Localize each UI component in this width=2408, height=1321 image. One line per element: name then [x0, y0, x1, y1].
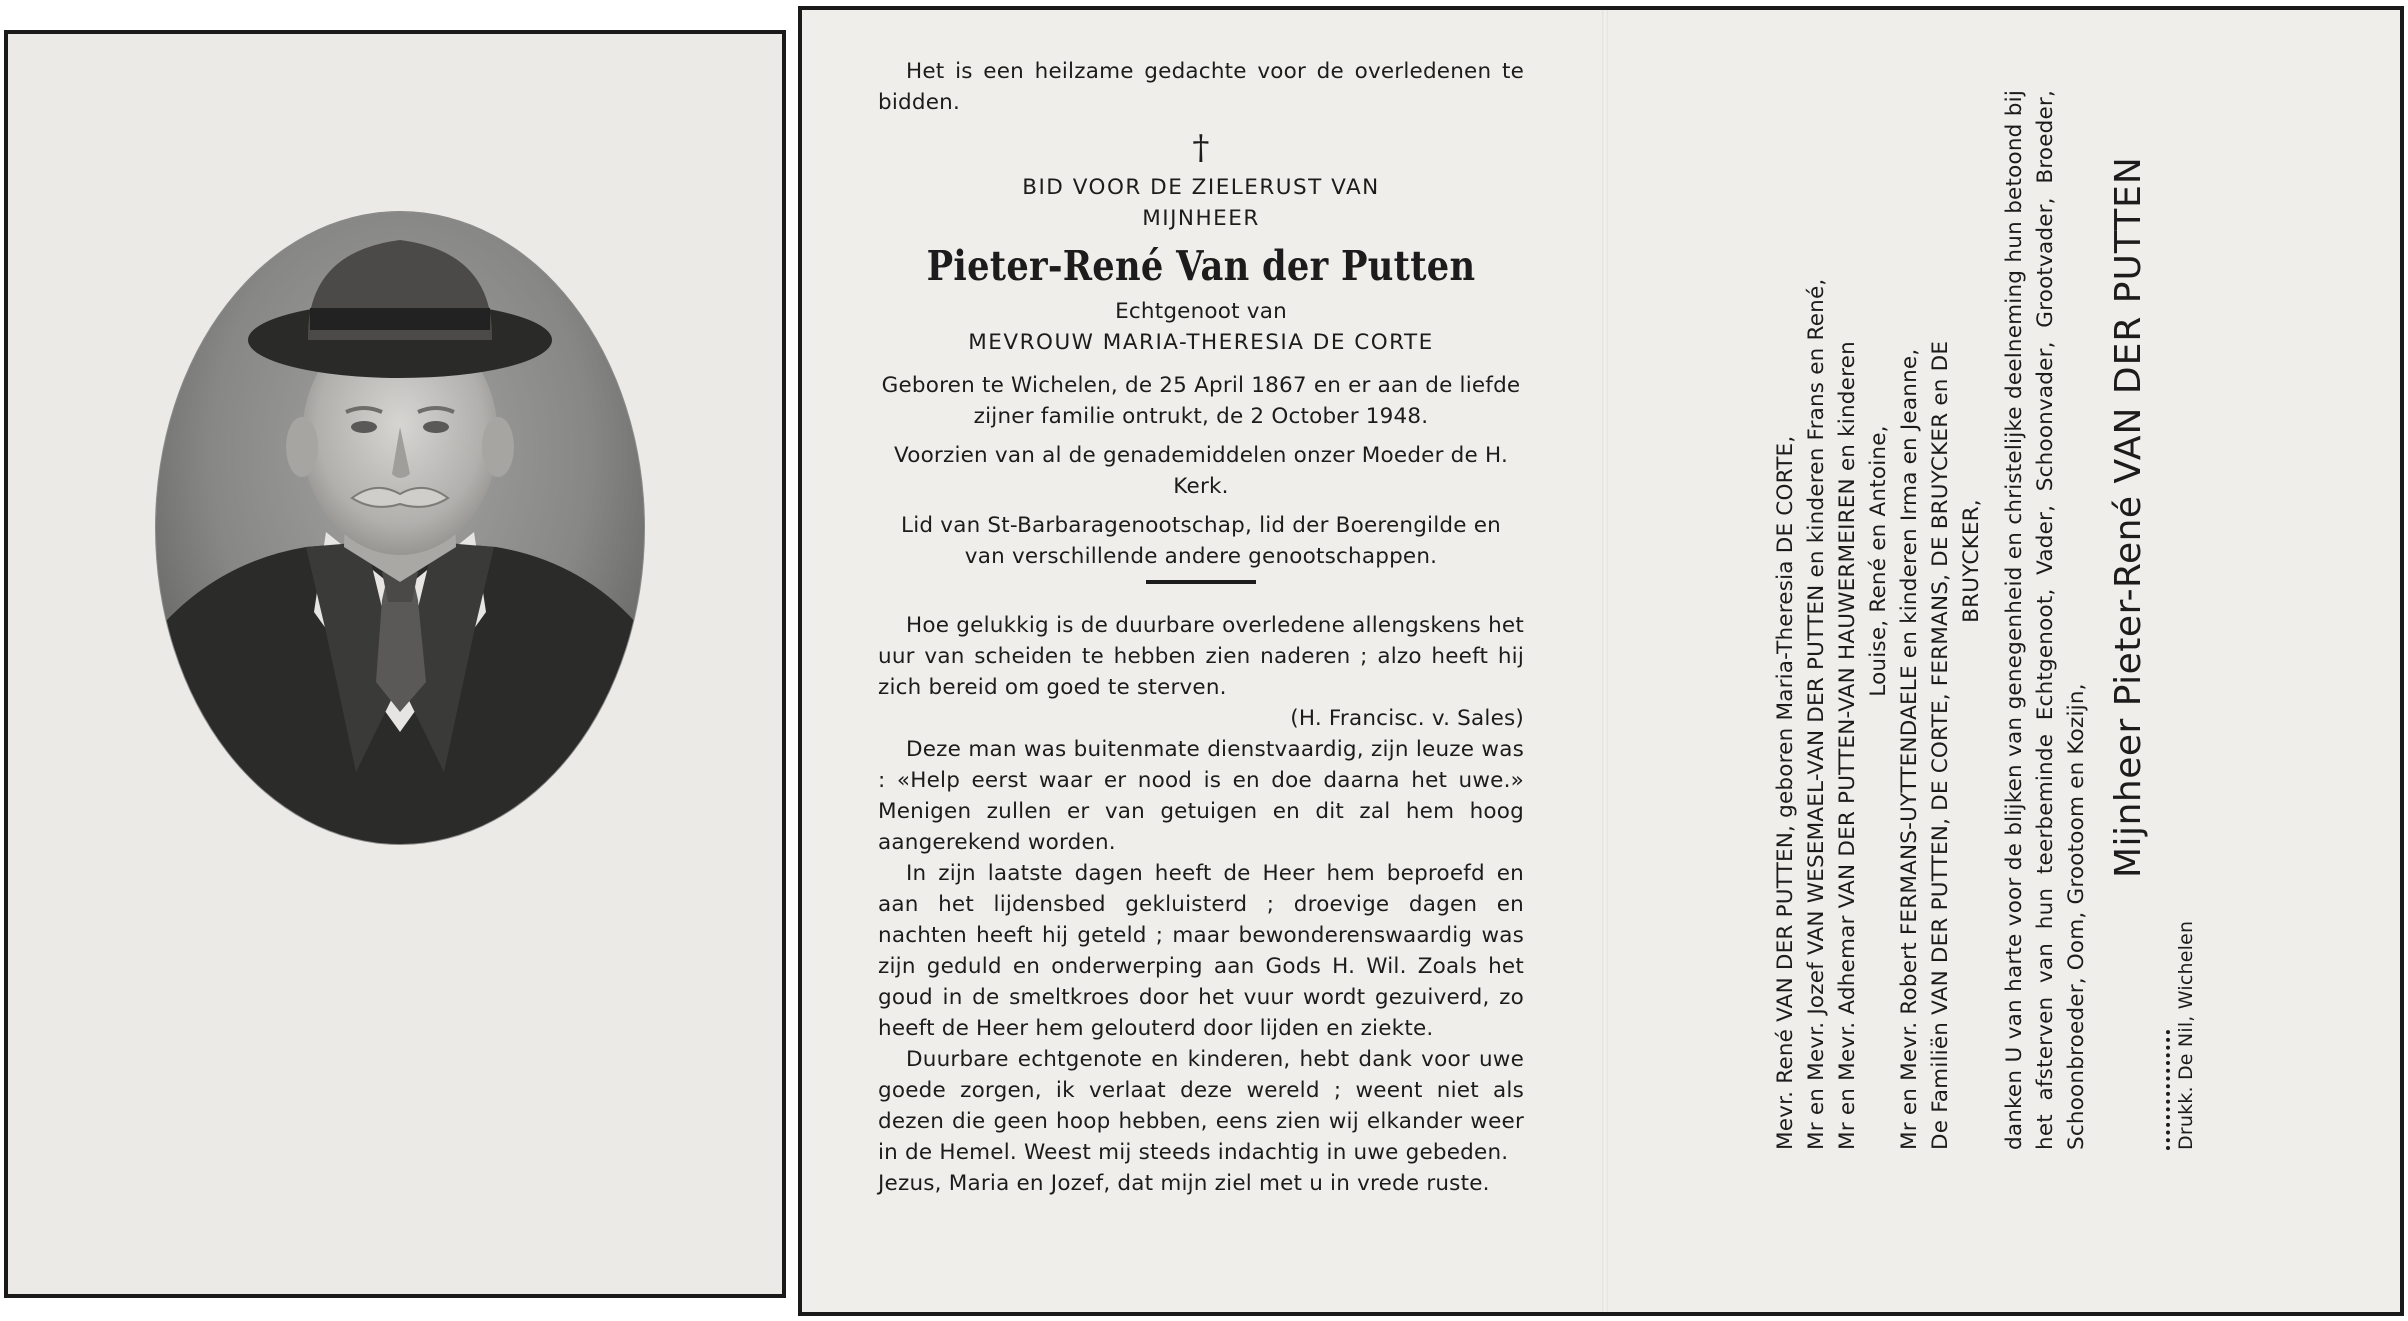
family-line-3-children: Louise, René en Antoine,: [1866, 425, 1891, 697]
pray-line: BID VOOR DE ZIELERUST VAN: [1022, 175, 1380, 200]
paragraph-4: Duurbare echtgenote en kinderen, hebt dank voor uwe goede zorgen, ik verlaat deze wereld ; weent niet als dezen die geen hoop hebben, eens zien wij elkander weer in de Hemel. Weest mij steeds indachtig in uwe gebeden.: [878, 1047, 1524, 1165]
intro-text: Het is een heilzame gedachte voor de overledenen te bidden.: [878, 59, 1524, 115]
divider-line: [1146, 580, 1256, 584]
photo-card: [4, 30, 786, 1298]
membership-text: Lid van St-Barbaragenootschap, lid der Boerengilde en van verschillende andere genootschappen.: [901, 513, 1501, 569]
family-line-5-cont: BRUYCKER,: [1959, 499, 1984, 623]
printer-credit: Drukk. De Nil, Wichelen: [2175, 920, 2197, 1150]
quote-source: (H. Francisc. v. Sales): [1290, 706, 1524, 731]
paragraph-2: Deze man was buitenmate dienstvaardig, zijn leuze was : «Help eerst waar er nood is en doe daarna het uwe.» Menigen zullen er van getuigen en dit zal hem hoog aangerekend worden.: [878, 737, 1524, 855]
thanks-text: danken U van harte voor de blijken van genegenheid en christelijke deelneming hun betoond bij het afsterven van hun teerbeminde Echtgenoot, Vader, Schoonvader, Grootvader, Broeder, Schoonbroeder, Oom, Grootoom en Kozijn,: [2002, 90, 2089, 1150]
family-line-5: De Familiën VAN DER PUTTEN, DE CORTE, FERMANS, DE BRUYCKER en DE: [1928, 340, 1953, 1150]
memorial-card: [798, 6, 2404, 1316]
front-page: [878, 56, 1524, 1199]
dotted-line: [2166, 1030, 2170, 1150]
honorific: MIJNHEER: [1142, 206, 1260, 231]
portrait-photo: [156, 212, 644, 844]
portrait-illustration: [156, 212, 644, 844]
paragraph-3: In zijn laatste dagen heeft de Heer hem beproefd en aan het lijdensbed gekluisterd ; droevige dagen en nachten heeft hij geteld ; maar bewonderenswaardig was zijn geduld en onderwerping aan Gods H. Wil. Zoals het goud in de smeltkroes door het vuur wordt gezuiverd, zo heeft de Heer hem gelouterd door lijden en ziekte.: [878, 861, 1524, 1041]
deceased-name: Pieter-René Van der Putten: [926, 242, 1476, 290]
family-line-2: Mr en Mevr. Jozef VAN WESEMAEL-VAN DER PUTTEN en kinderen Frans en René,: [1804, 278, 1829, 1150]
inside-page: [1770, 90, 2200, 1150]
family-line-4: Mr en Mevr. Robert FERMANS-UYTTENDAELE en kinderen Irma en Jeanne,: [1897, 348, 1922, 1150]
birth-death-text: Geboren te Wichelen, de 25 April 1867 en er aan de liefde zijner familie ontrukt, de 2 October 1948.: [881, 373, 1521, 429]
cross-icon: †: [1192, 128, 1210, 168]
card-fold: [1602, 10, 1608, 1312]
closing-prayer: Jezus, Maria en Jozef, dat mijn ziel met u in vrede ruste.: [878, 1171, 1490, 1196]
sacraments-text: Voorzien van al de genademiddelen onzer Moeder de H. Kerk.: [893, 443, 1509, 499]
spouse-name: MEVROUW MARIA-THERESIA DE CORTE: [968, 330, 1434, 355]
family-line-1: Mevr. René VAN DER PUTTEN, geboren Maria-Theresia DE CORTE,: [1773, 435, 1798, 1150]
printer-row: [2160, 90, 2170, 1150]
family-line-3: Mr en Mevr. Adhemar VAN DER PUTTEN-VAN HAUWERMEIREN en kinderen: [1835, 341, 1860, 1150]
paragraph-1: Hoe gelukkig is de duurbare overledene allengskens het uur van scheiden te hebben zien naderen ; alzo heeft hij zich bereid om goed te sterven.: [878, 613, 1524, 700]
inside-name-caps: VAN DER PUTTEN: [2108, 156, 2149, 484]
inside-name-prefix: Mijnheer Pieter-René: [2108, 495, 2149, 878]
inside-name: [2106, 90, 2152, 1150]
spouse-label: Echtgenoot van: [1115, 299, 1287, 324]
